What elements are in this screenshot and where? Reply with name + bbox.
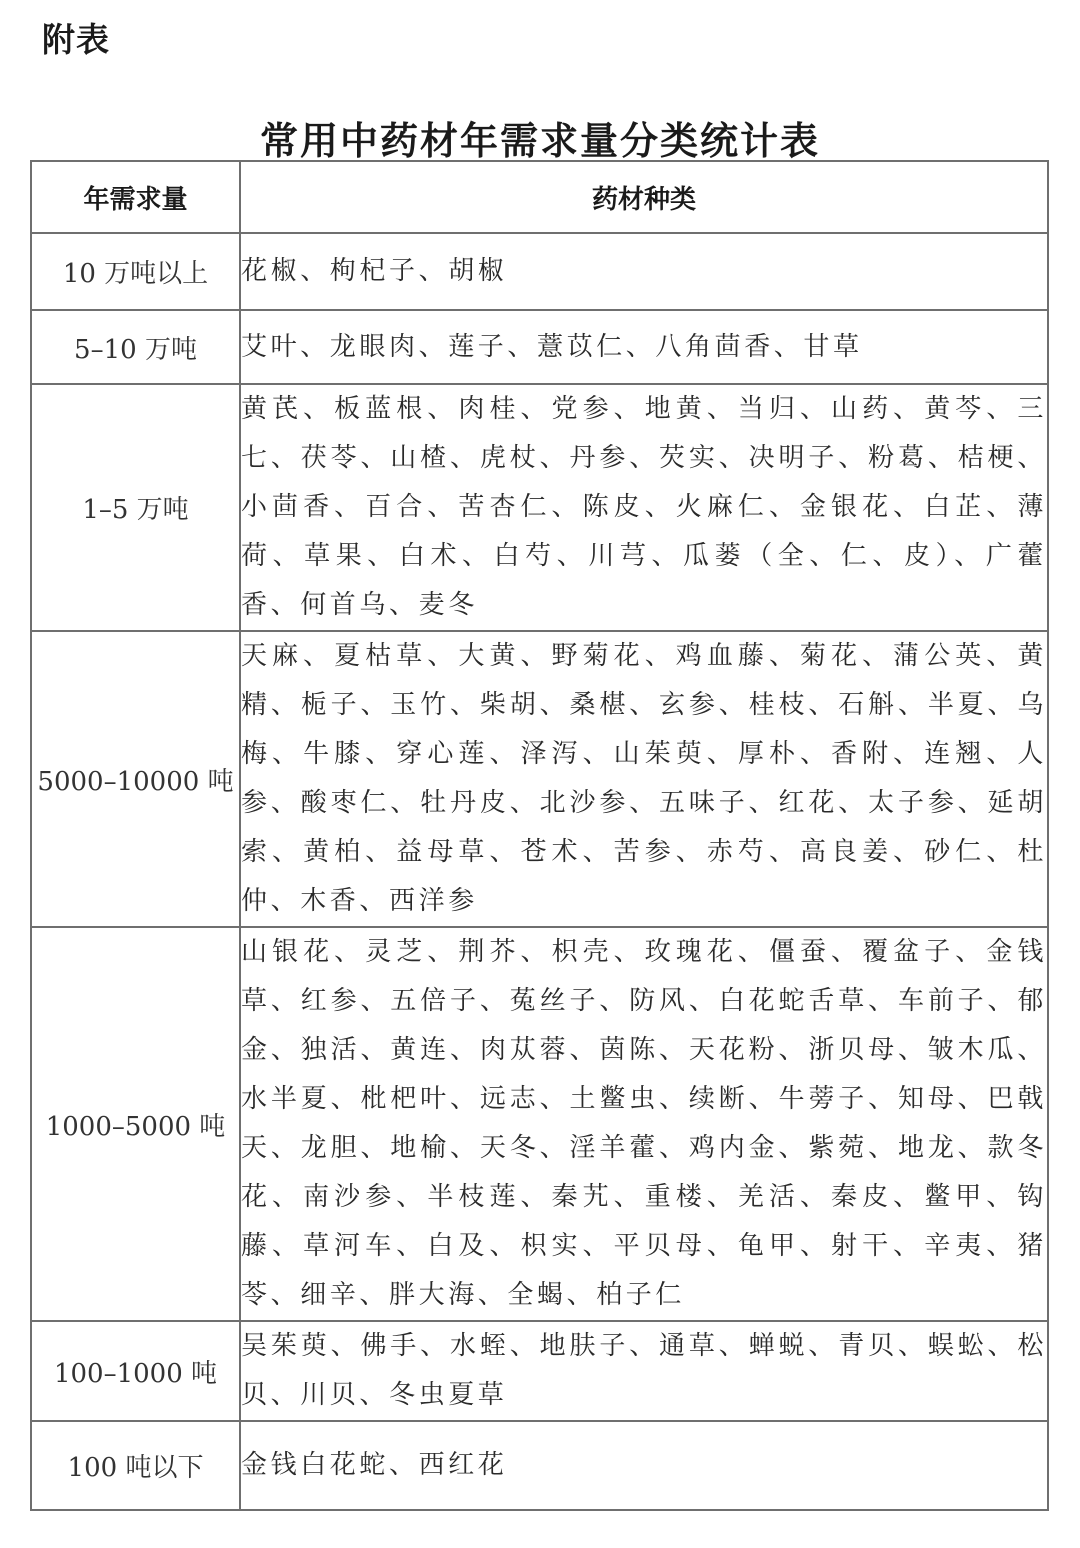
row-amount: 5000–10000 吨 (31, 631, 240, 927)
row-herbs: 黄芪、板蓝根、肉桂、党参、地黄、当归、山药、黄芩、三七、茯苓、山楂、虎杖、丹参、芡实、决明子、粉葛、桔梗、小茴香、百合、苦杏仁、陈皮、火麻仁、金银花、白芷、薄荷、草果、白术、白芍、川芎、瓜蒌（全、仁、皮）、广藿香、何首乌、麦冬 (240, 384, 1048, 631)
table-row (31, 310, 1048, 384)
row-amount: 1000–5000 吨 (31, 927, 240, 1321)
demand-table (30, 160, 1049, 1511)
row-herbs: 艾叶、龙眼肉、莲子、薏苡仁、八角茴香、甘草 (240, 310, 1048, 384)
row-amount: 1–5 万吨 (31, 384, 240, 631)
row-herbs: 吴茱萸、佛手、水蛭、地肤子、通草、蝉蜕、青贝、蜈蚣、松贝、川贝、冬虫夏草 (240, 1321, 1048, 1421)
table-header-row (31, 161, 1048, 233)
header-herb-kinds: 药材种类 (240, 161, 1048, 233)
table-row (31, 1421, 1048, 1510)
table-row (31, 384, 1048, 631)
table-row (31, 233, 1048, 310)
row-amount: 5–10 万吨 (31, 310, 240, 384)
row-herbs: 山银花、灵芝、荆芥、枳壳、玫瑰花、僵蚕、覆盆子、金钱草、红参、五倍子、菟丝子、防风、白花蛇舌草、车前子、郁金、独活、黄连、肉苁蓉、茵陈、天花粉、浙贝母、皱木瓜、水半夏、枇杷叶、远志、土鳖虫、续断、牛蒡子、知母、巴戟天、龙胆、地榆、天冬、淫羊藿、鸡内金、紫菀、地龙、款冬花、南沙参、半枝莲、秦艽、重楼、羌活、秦皮、鳖甲、钩藤、草河车、白及、枳实、平贝母、龟甲、射干、辛夷、猪苓、细辛、胖大海、全蝎、柏子仁 (240, 927, 1048, 1321)
table-title: 常用中药材年需求量分类统计表 (259, 118, 820, 163)
row-amount: 100 吨以下 (31, 1421, 240, 1510)
table-row (31, 631, 1048, 927)
row-herbs: 天麻、夏枯草、大黄、野菊花、鸡血藤、菊花、蒲公英、黄精、栀子、玉竹、柴胡、桑椹、玄参、桂枝、石斛、半夏、乌梅、牛膝、穿心莲、泽泻、山茱萸、厚朴、香附、连翘、人参、酸枣仁、牡丹皮、北沙参、五味子、红花、太子参、延胡索、黄柏、益母草、苍术、苦参、赤芍、高良姜、砂仁、杜仲、木香、西洋参 (240, 631, 1048, 927)
appendix-label: 附表 (42, 20, 110, 59)
header-annual-demand: 年需求量 (31, 161, 240, 233)
row-herbs: 金钱白花蛇、西红花 (240, 1421, 1048, 1510)
table-row (31, 1321, 1048, 1421)
row-herbs: 花椒、枸杞子、胡椒 (240, 233, 1048, 310)
table-row (31, 927, 1048, 1321)
row-amount: 10 万吨以上 (31, 233, 240, 310)
row-amount: 100–1000 吨 (31, 1321, 240, 1421)
